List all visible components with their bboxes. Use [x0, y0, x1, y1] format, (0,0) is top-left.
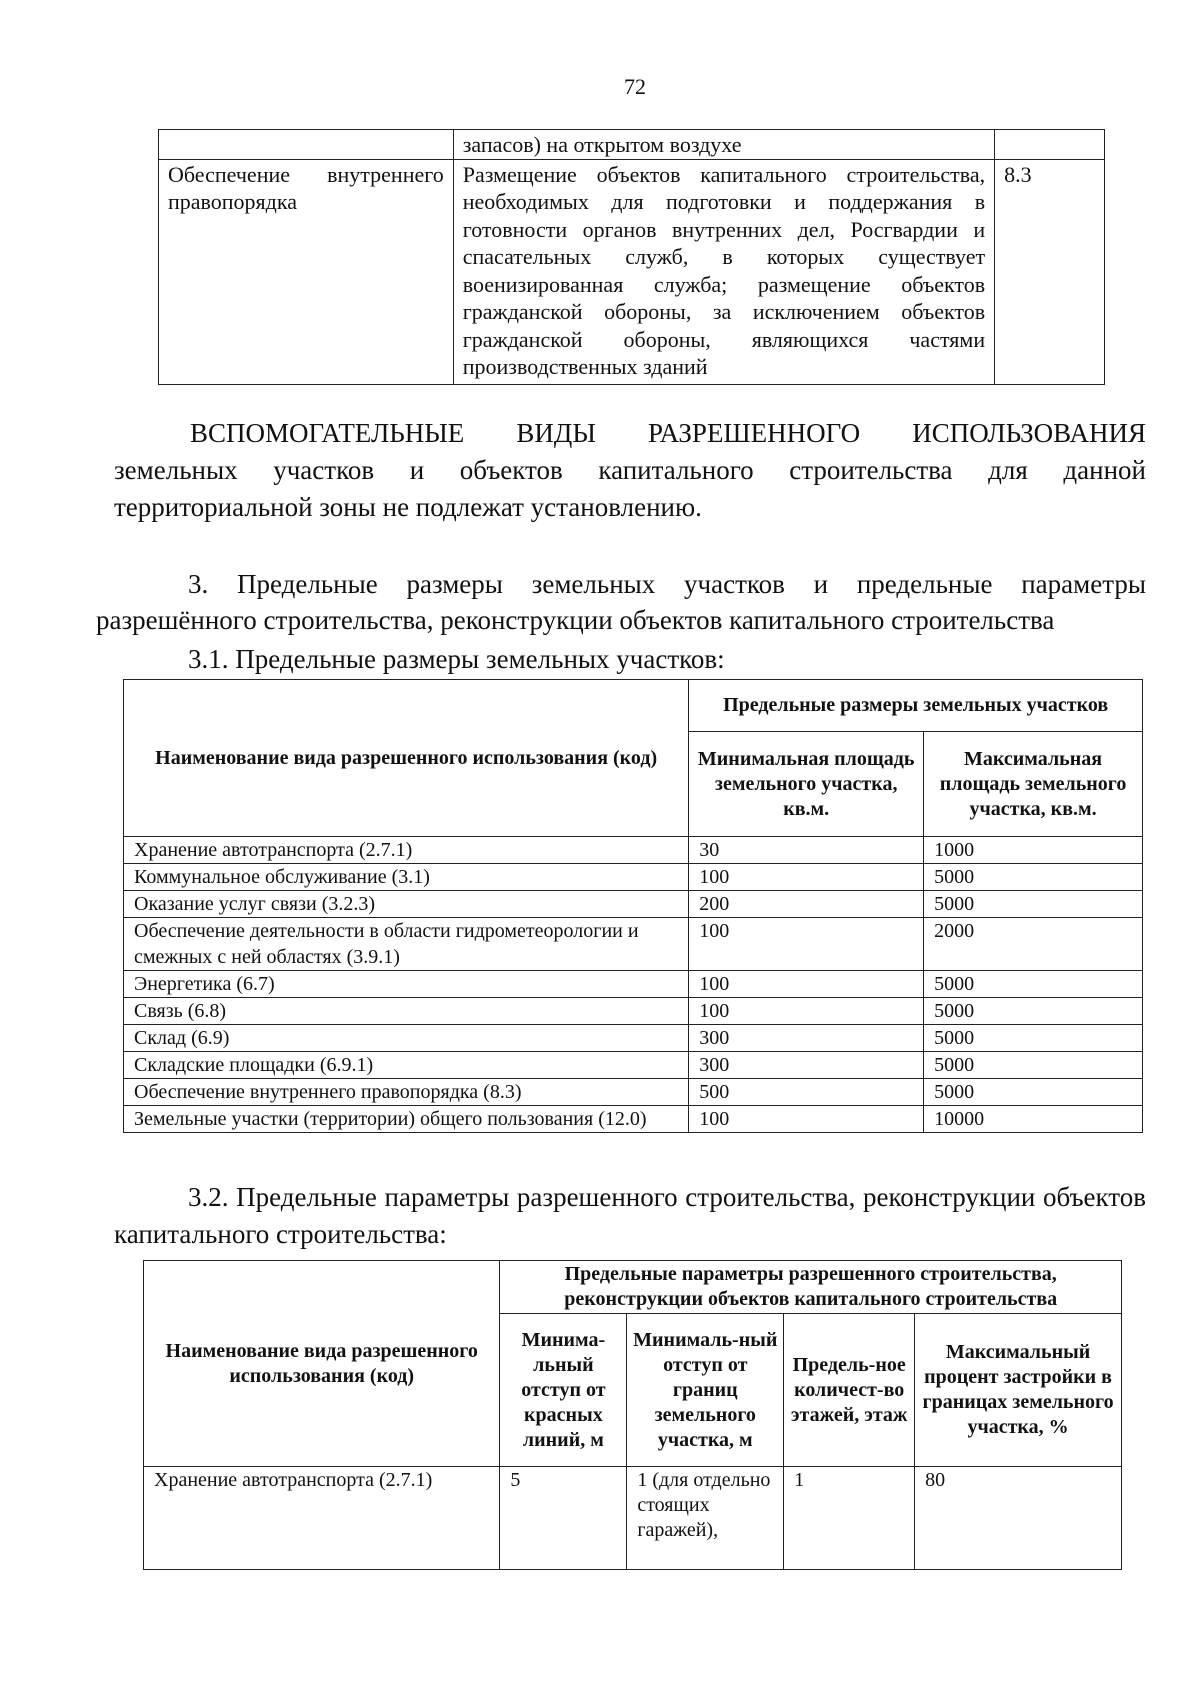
table-cell-max: 5000 — [924, 1052, 1143, 1079]
table-cell-min: 30 — [689, 837, 924, 864]
table-cell-red-line-setback: 5 — [500, 1467, 627, 1570]
table-cell-name: Земельные участки (территории) общего пользования (12.0) — [124, 1106, 689, 1133]
table-cell-name: Хранение автотранспорта (2.7.1) — [124, 837, 689, 864]
table-row — [124, 918, 1143, 971]
table-cell-name: Связь (6.8) — [124, 998, 689, 1025]
table-cell-name: Склад (6.9) — [124, 1025, 689, 1052]
table-cell-min: 300 — [689, 1025, 924, 1052]
column-group-header-parameters: Предельные параметры разрешенного строительства, реконструкции объектов капитального строительства — [500, 1261, 1122, 1314]
table-cell-max: 5000 — [924, 891, 1143, 918]
aux-uses-heading-caps: ВСПОМОГАТЕЛЬНЫЕ ВИДЫ РАЗРЕШЕННОГО ИСПОЛЬЗОВАНИЯ — [190, 418, 1146, 448]
construction-parameters-table — [143, 1260, 1122, 1570]
column-header-boundary-setback: Минималь-ный отступ от границ земельного участка, м — [627, 1314, 784, 1467]
land-plot-size-table — [123, 679, 1143, 1133]
table-cell-name: Хранение автотранспорта (2.7.1) — [144, 1467, 500, 1570]
table-cell-description: запасов) на открытом воздухе — [453, 130, 994, 160]
table-row — [124, 891, 1143, 918]
table-cell-min: 100 — [689, 864, 924, 891]
column-header-use-type: Наименование вида разрешенного использования (код) — [124, 680, 689, 837]
table-row — [124, 1079, 1143, 1106]
table-cell-name: Складские площадки (6.9.1) — [124, 1052, 689, 1079]
table-cell-name: Обеспечение внутреннего правопорядка (8.3) — [124, 1079, 689, 1106]
table-cell-min: 100 — [689, 1106, 924, 1133]
subsection-3-1-heading: 3.1. Предельные размеры земельных участков: — [188, 644, 725, 674]
table-cell-max: 5000 — [924, 998, 1143, 1025]
aux-uses-text: земельных участков и объектов капитального строительства для данной территориальной зоны не подлежат установлению. — [114, 455, 1146, 522]
table-cell-max-floors: 1 — [784, 1467, 915, 1570]
table-cell-boundary-setback: 1 (для отдельно стоящих гаражей), — [627, 1467, 784, 1570]
table-cell-max: 5000 — [924, 1025, 1143, 1052]
table-cell-max: 1000 — [924, 837, 1143, 864]
table-cell-name: Обеспечение деятельности в области гидрометеорологии и смежных с ней областях (3.9.1) — [124, 918, 689, 971]
table-cell-code — [995, 130, 1105, 160]
table-cell-max: 5000 — [924, 971, 1143, 998]
table-cell-min: 200 — [689, 891, 924, 918]
table-cell-name: Оказание услуг связи (3.2.3) — [124, 891, 689, 918]
table-row — [124, 998, 1143, 1025]
column-header-use-type: Наименование вида разрешенного использования (код) — [144, 1261, 500, 1467]
column-group-header-plot-sizes: Предельные размеры земельных участков — [689, 680, 1143, 732]
table-row — [159, 130, 1105, 160]
table-cell-max: 5000 — [924, 1079, 1143, 1106]
table-cell-min: 100 — [689, 971, 924, 998]
page-number: 72 — [624, 74, 646, 99]
table-row — [124, 971, 1143, 998]
table-row — [124, 1025, 1143, 1052]
table-cell-description: Размещение объектов капитального строительства, необходимых для подготовки и поддержания в готовности органов внутренних дел, Росгвардии и спасательных служб, в которых существует военизированная служба; размещение объектов гражданской обороны, за исключением объектов гражданской обороны, являющихся частями производственных зданий — [453, 159, 994, 384]
table-cell-max: 10000 — [924, 1106, 1143, 1133]
table-cell-max-coverage: 80 — [915, 1467, 1122, 1570]
table-row — [124, 1052, 1143, 1079]
table-cell-name: Коммунальное обслуживание (3.1) — [124, 864, 689, 891]
column-header-min-area: Минимальная площадь земельного участка, кв.м. — [689, 732, 924, 837]
table-cell-min: 500 — [689, 1079, 924, 1106]
table-cell-code: 8.3 — [995, 159, 1105, 384]
table-row — [124, 837, 1143, 864]
column-header-red-line-setback: Минима-льный отступ от красных линий, м — [500, 1314, 627, 1467]
column-header-max-floors: Предель-ное количест-во этажей, этаж — [784, 1314, 915, 1467]
table-row — [144, 1467, 1122, 1570]
table-cell-max: 5000 — [924, 864, 1143, 891]
table-cell-name: Обеспечение внутреннего правопорядка — [159, 159, 454, 384]
section-3-heading: 3. Предельные размеры земельных участков и предельные параметры разрешённого строительства, реконструкции объектов капитального строительства — [96, 569, 1146, 635]
table-cell-min: 100 — [689, 998, 924, 1025]
land-use-table-continued — [158, 129, 1105, 385]
table-header-row — [144, 1261, 1122, 1314]
column-header-max-area: Максимальная площадь земельного участка, кв.м. — [924, 732, 1143, 837]
subsection-3-2-heading: 3.2. Предельные параметры разрешенного строительства, реконструкции объектов капитального строительства: — [114, 1182, 1146, 1249]
table-cell-name — [159, 130, 454, 160]
table-cell-name: Энергетика (6.7) — [124, 971, 689, 998]
table-header-row — [124, 680, 1143, 732]
table-cell-min: 300 — [689, 1052, 924, 1079]
table-cell-max: 2000 — [924, 918, 1143, 971]
table-row — [124, 1106, 1143, 1133]
table-row — [124, 864, 1143, 891]
table-cell-min: 100 — [689, 918, 924, 971]
column-header-max-coverage: Максимальный процент застройки в границах земельного участка, % — [915, 1314, 1122, 1467]
table-row — [159, 159, 1105, 384]
